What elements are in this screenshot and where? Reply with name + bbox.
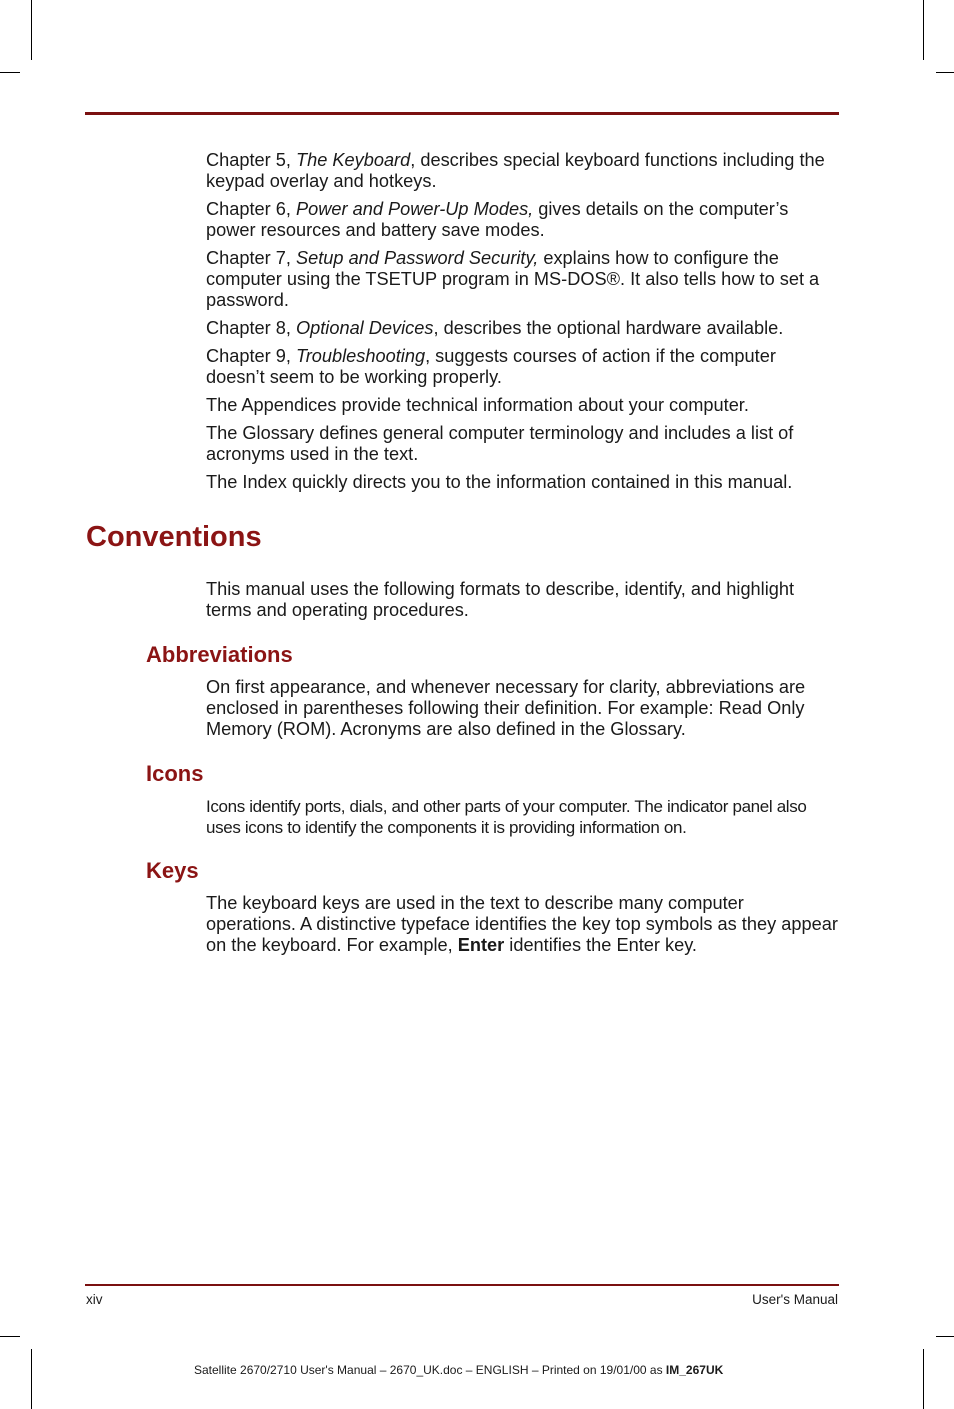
- conventions-intro-block: [206, 579, 838, 628]
- glossary-description: The Glossary defines general computer terminology and includes a list of acronyms used in the text.: [206, 423, 794, 464]
- crop-mark: [31, 1349, 32, 1409]
- page-number: xiv: [86, 1292, 103, 1307]
- chapter-7-description: Chapter 7, Setup and Password Security, explains how to configure the computer using the TSETUP program in MS-DOS®. It also tells how to set a password.: [206, 248, 820, 310]
- header-rule: [85, 112, 839, 115]
- icons-body: Icons identify ports, dials, and other parts of your computer. The indicator panel also uses icons to identify the components it is providing information on.: [206, 797, 807, 837]
- crop-mark: [923, 1349, 924, 1409]
- conventions-heading: Conventions: [86, 521, 262, 553]
- crop-mark: [923, 0, 924, 60]
- abbreviations-block: [206, 677, 838, 747]
- print-code: IM_267UK: [665, 1363, 724, 1377]
- crop-mark: [0, 72, 20, 73]
- crop-mark: [936, 1336, 954, 1337]
- index-description: The Index quickly directs you to the information contained in this manual.: [206, 472, 793, 492]
- chapter-8-description: Chapter 8, Optional Devices, describes the optional hardware available.: [206, 318, 784, 338]
- footer-rule: [85, 1284, 839, 1286]
- crop-mark: [936, 72, 954, 73]
- chapter-9-description: Chapter 9, Troubleshooting, suggests courses of action if the computer doesn’t seem to be working properly.: [206, 346, 776, 387]
- abbreviations-body: On first appearance, and whenever necessary for clarity, abbreviations are enclosed in parentheses following their definition. For example: Read Only Memory (ROM). Acronyms are also defined in the Glossary.: [206, 677, 806, 739]
- crop-mark: [0, 1336, 20, 1337]
- crop-mark: [31, 0, 32, 60]
- chapter-6-description: Chapter 6, Power and Power-Up Modes, gives details on the computer’s power resources and battery save modes.: [206, 199, 789, 240]
- keys-body: The keyboard keys are used in the text to describe many computer operations. A distinctive typeface identifies the key top symbols as they appear on the keyboard. For example, Enter identifies the Enter key.: [206, 893, 838, 955]
- abbreviations-heading: Abbreviations: [146, 642, 293, 667]
- enter-key-label: Enter: [457, 935, 505, 955]
- keys-block: [206, 893, 838, 963]
- icons-heading: Icons: [146, 761, 204, 786]
- manual-title: User's Manual: [752, 1292, 838, 1307]
- appendices-description: The Appendices provide technical information about your computer.: [206, 395, 749, 415]
- conventions-intro: This manual uses the following formats to describe, identify, and highlight terms and operating procedures.: [206, 579, 795, 620]
- print-info-line: Satellite 2670/2710 User's Manual – 2670_UK.doc – ENGLISH – Printed on 19/01/00 as IM_267UK: [194, 1363, 724, 1377]
- icons-block: [206, 796, 838, 845]
- chapter-list: [206, 150, 838, 500]
- keys-heading: Keys: [146, 858, 199, 883]
- chapter-5-description: Chapter 5, The Keyboard, describes special keyboard functions including the keypad overlay and hotkeys.: [206, 150, 825, 191]
